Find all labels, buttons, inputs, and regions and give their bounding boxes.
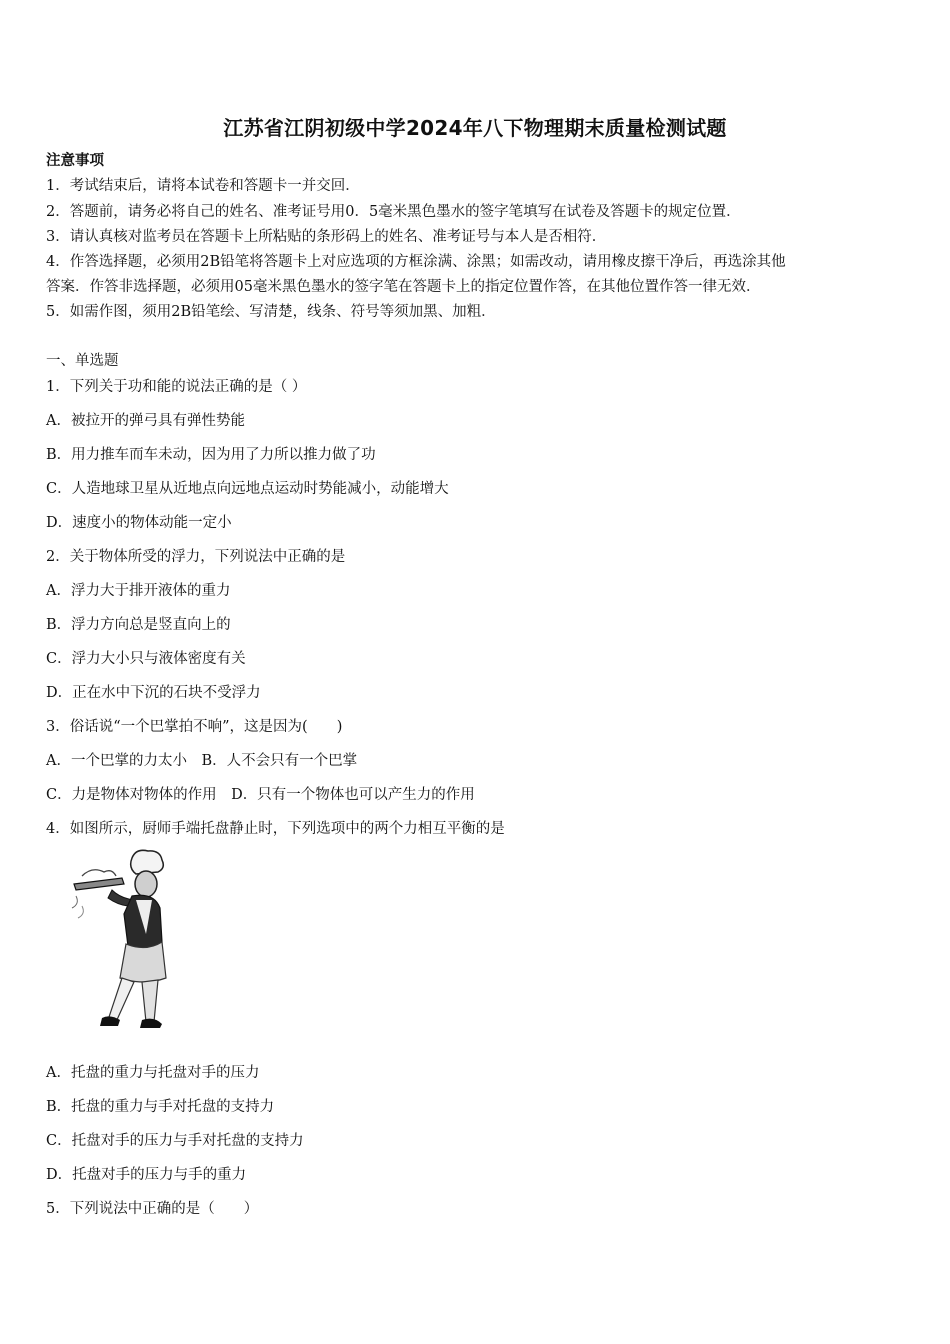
notice-item: 答案．作答非选择题，必须用05毫米黑色墨水的签字笔在答题卡上的指定位置作答，在其他位置作答一律无效． (46, 279, 761, 295)
question-stem: 1．下列关于功和能的说法正确的是（ ） (46, 379, 307, 395)
question-stem: 4．如图所示，厨师手端托盘静止时，下列选项中的两个力相互平衡的是 (46, 821, 505, 837)
page-title: 江苏省江阴初级中学2024年八下物理期末质量检测试题 (223, 116, 727, 140)
question-stem: 2．关于物体所受的浮力，下列说法中正确的是 (46, 549, 346, 565)
section-heading: 一、单选题 (46, 353, 119, 369)
chef-holding-tray-illustration (62, 848, 172, 1030)
notice-item: 3．请认真核对监考员在答题卡上所粘贴的条形码上的姓名、准考证号与本人是否相符． (46, 229, 607, 245)
question-option: A．托盘的重力与托盘对手的压力 (46, 1065, 260, 1081)
question-option: B．用力推车而车未动，因为用了力所以推力做了功 (46, 447, 376, 463)
question-option: A．一个巴掌的力太小 B．人不会只有一个巴掌 (46, 753, 358, 769)
question-option: B．浮力方向总是竖直向上的 (46, 617, 231, 633)
question-option: D．速度小的物体动能一定小 (46, 515, 232, 531)
question-option: C．浮力大小只与液体密度有关 (46, 651, 246, 667)
question-option: D．托盘对手的压力与手的重力 (46, 1167, 247, 1183)
notice-item: 1．考试结束后，请将本试卷和答题卡一并交回． (46, 178, 360, 194)
question-stem: 5．下列说法中正确的是（ ） (46, 1201, 259, 1217)
notice-item: 4．作答选择题，必须用2B铅笔将答题卡上对应选项的方框涂满、涂黑；如需改动，请用橡皮擦干净后，再选涂其他 (46, 254, 786, 270)
notice-item: 5．如需作图，须用2B铅笔绘、写清楚，线条、符号等须加黑、加粗． (46, 304, 496, 320)
question-option: A．被拉开的弹弓具有弹性势能 (46, 413, 245, 429)
question-option: D．正在水中下沉的石块不受浮力 (46, 685, 261, 701)
notice-item: 2．答题前，请务必将自己的姓名、准考证号用0．5毫米黑色墨水的签字笔填写在试卷及答题卡的规定位置． (46, 204, 741, 220)
question-option: C．力是物体对物体的作用 D．只有一个物体也可以产生力的作用 (46, 787, 475, 803)
question-option: C．人造地球卫星从近地点向远地点运动时势能减小，动能增大 (46, 481, 449, 497)
question-option: C．托盘对手的压力与手对托盘的支持力 (46, 1133, 304, 1149)
question-option: A．浮力大于排开液体的重力 (46, 583, 231, 599)
question-stem: 3．俗话说“一个巴掌拍不响”，这是因为( ) (46, 719, 343, 735)
notice-heading: 注意事项 (46, 152, 104, 169)
question-option: B．托盘的重力与手对托盘的支持力 (46, 1099, 275, 1115)
